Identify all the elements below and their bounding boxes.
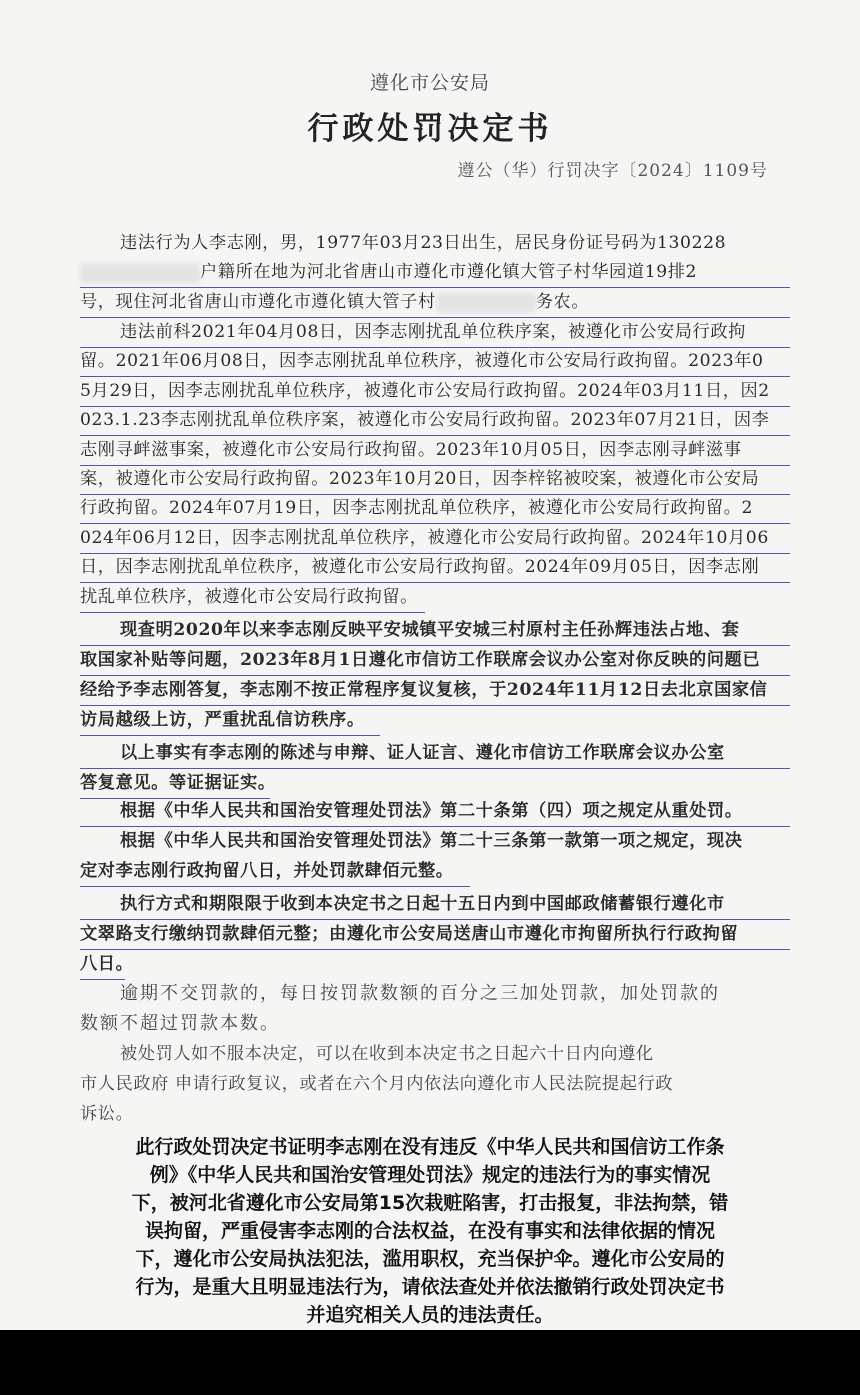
body-line: 日，因李志刚扰乱单位秩序，被遵化市公安局行政拘留。2024年09月05日，因李志刚 <box>80 554 790 583</box>
overdue-line: 数额不超过罚款本数。 <box>80 1013 280 1034</box>
redacted-address <box>436 293 536 313</box>
body-line: 访局越级上访，严重扰乱信访秩序。 <box>80 707 380 736</box>
body-line: 扰乱单位秩序，被遵化市公安局行政拘留。 <box>80 584 425 613</box>
body-line: 户籍所在地为河北省唐山市遵化市遵化镇大管子村华园道19排2 <box>80 259 790 288</box>
execution-line: 执行方式和期限限于收到本决定书之日起十五日内到中国邮政储蓄银行遵化市 <box>80 891 790 920</box>
overlay-line: 例》《中华人民共和国治安管理处罚法》规定的违法行为的事实情况 <box>149 1164 711 1186</box>
document-title: 行政处罚决定书 <box>307 111 553 147</box>
body-line: 现查明2020年以来李志刚反映平安城镇平安城三村原村主任孙辉违法占地、套 <box>80 617 790 646</box>
appeal-line: 市人民政府 申请行政复议，或者在六个月内依法向遵化市人民法院提起行政 <box>80 1074 674 1094</box>
execution-line: 文翠路支行缴纳罚款肆佰元整；由遵化市公安局送唐山市遵化市拘留所执行行政拘留 <box>80 921 790 950</box>
body-line: 案，被遵化市公安局行政拘留。2023年10月20日，因李梓铭被咬案，被遵化市公安局 <box>80 466 790 495</box>
body-line: 违法前科2021年04月08日，因李志刚扰乱单位秩序案，被遵化市公安局行政拘 <box>80 319 790 348</box>
body-line: 号，现住河北省唐山市遵化市遵化镇大管子村 务农。 <box>80 289 790 318</box>
document-number: 遵公（华）行罚决字〔2024〕1109号 <box>457 161 768 181</box>
overlay-line: 下，被河北省遵化市公安局第15次栽赃陷害，打击报复，非法拘禁，错 <box>131 1192 729 1214</box>
black-band <box>0 1330 860 1395</box>
overlay-line: 此行政处罚决定书证明李志刚在没有违反《中华人民共和国信访工作条 <box>135 1136 725 1158</box>
appeal-line: 被处罚人如不服本决定，可以在收到本决定书之日起六十日内向遵化 <box>120 1044 654 1064</box>
body-line: 答复意见。等证据证实。 <box>80 770 270 799</box>
body-line: 以上事实有李志刚的陈述与申辩、证人证言、遵化市信访工作联席会议办公室 <box>80 740 790 769</box>
overlay-line: 行为，是重大且明显违法行为，请依法查处并依法撤销行政处罚决定书 <box>135 1276 725 1298</box>
overdue-line: 逾期不交罚款的，每日按罚款数额的百分之三加处罚款，加处罚款的 <box>120 983 720 1004</box>
body-line: 5月29日，因李志刚扰乱单位秩序，被遵化市公安局行政拘留。2024年03月11日，因2 <box>80 378 790 407</box>
body-line: 经给予李志刚答复，李志刚不按正常程序复议复核，于2024年11月12日去北京国家信 <box>80 677 790 706</box>
body-line: 留。2021年06月08日，因李志刚扰乱单位秩序，被遵化市公安局行政拘留。2023年0 <box>80 348 790 377</box>
legal-basis-line: 根据《中华人民共和国治安管理处罚法》第二十条第（四）项之规定从重处罚。 <box>80 798 790 827</box>
execution-line: 八日。 <box>80 951 125 980</box>
redacted-id <box>80 263 200 283</box>
appeal-line: 诉讼。 <box>80 1104 134 1124</box>
body-line: 023.1.23李志刚扰乱单位秩序案，被遵化市公安局行政拘留。2023年07月21日，因李 <box>80 407 790 436</box>
overlay-caption <box>60 1133 800 1329</box>
body-line: 违法行为人李志刚，男，1977年03月23日出生，居民身份证号码为130228 <box>120 233 727 253</box>
body-line: 行政拘留。2024年07月19日，因李志刚扰乱单位秩序，被遵化市公安局行政拘留。2 <box>80 495 790 524</box>
decision-line: 定对李志刚行政拘留八日，并处罚款肆佰元整。 <box>80 858 470 887</box>
body-line: 024年06月12日，因李志刚扰乱单位秩序，被遵化市公安局行政拘留。2024年10月06 <box>80 525 790 554</box>
body-line: 志刚寻衅滋事案，被遵化市公安局行政拘留。2023年10月05日，因李志刚寻衅滋事 <box>80 437 790 466</box>
overlay-line: 误拘留，严重侵害李志刚的合法权益，在没有事实和法律依据的情况 <box>144 1220 715 1242</box>
body-line: 取国家补贴等问题，2023年8月1日遵化市信访工作联席会议办公室对你反映的问题已 <box>80 647 790 676</box>
issuer-name: 遵化市公安局 <box>369 72 490 94</box>
overlay-line: 下，遵化市公安局执法犯法，滥用职权，充当保护伞。遵化市公安局的 <box>135 1248 725 1270</box>
overlay-line: 并追究相关人员的违法责任。 <box>306 1304 554 1326</box>
legal-basis-line: 根据《中华人民共和国治安管理处罚法》第二十三条第一款第一项之规定，现决 <box>120 831 743 851</box>
